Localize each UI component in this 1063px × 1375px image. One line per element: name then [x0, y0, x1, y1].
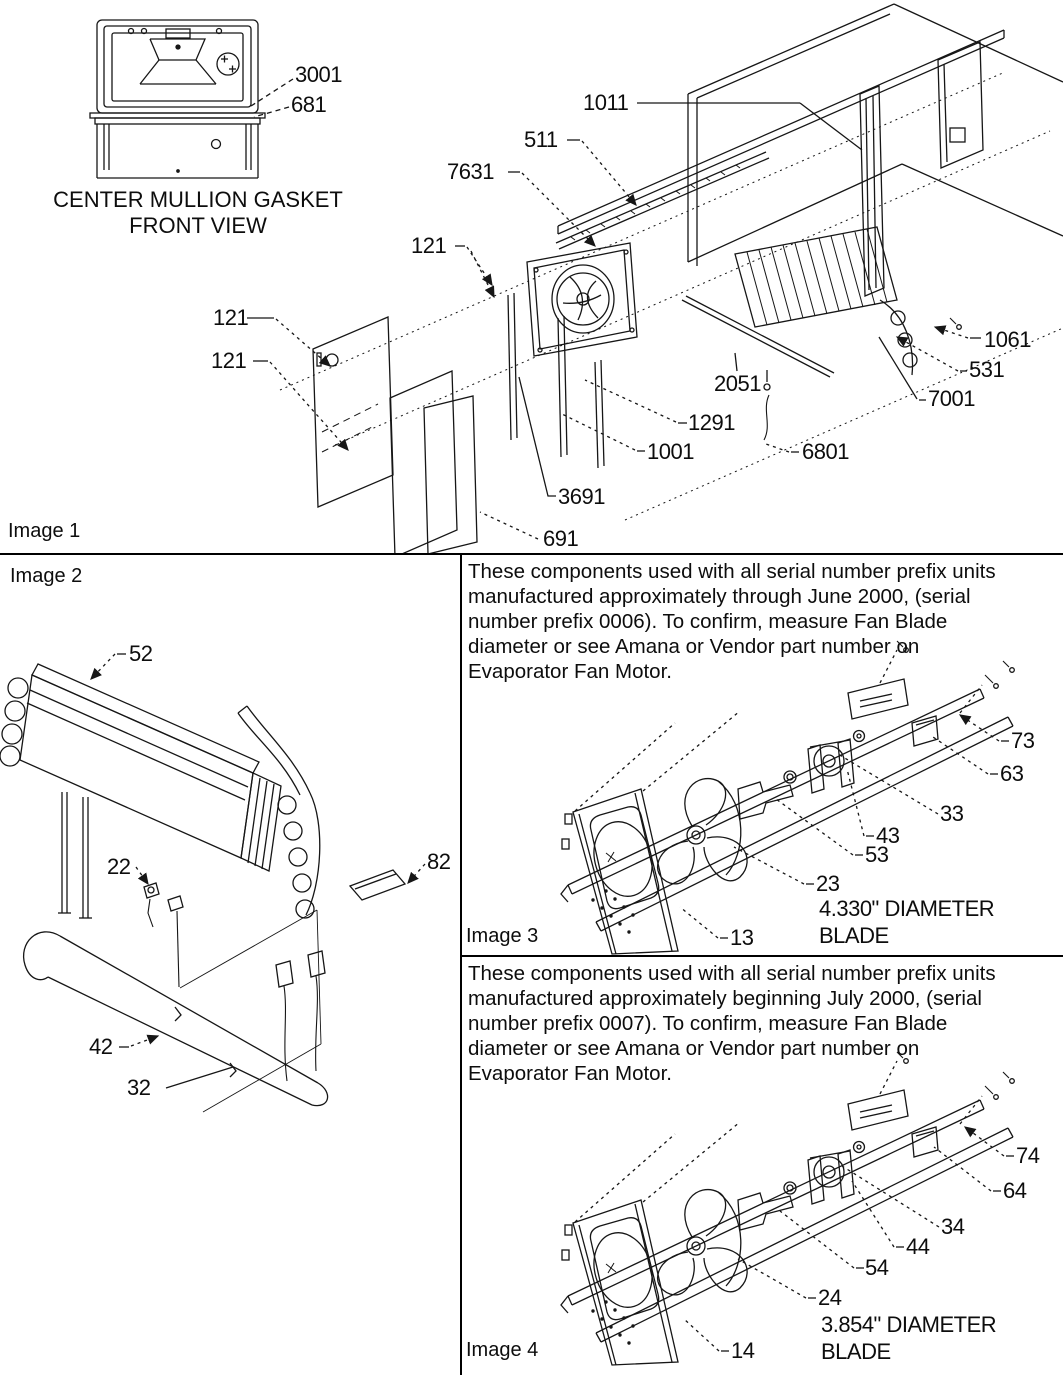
- callout-42: 42: [89, 1034, 113, 1059]
- gasket-caption-line1: CENTER MULLION GASKET: [53, 187, 343, 212]
- callout-121b: 121: [213, 305, 249, 330]
- blade-size-3-line1: 4.330" DIAMETER: [819, 896, 995, 921]
- callout-7631: 7631: [447, 159, 494, 184]
- callout-3691: 3691: [558, 484, 605, 509]
- callout-14: 14: [731, 1338, 755, 1363]
- image3-note: [468, 559, 996, 684]
- image4-note: [468, 961, 996, 1086]
- note-line: number prefix 0006). To confirm, measure Fan Blade: [468, 610, 948, 633]
- blade-size-4-line1: 3.854" DIAMETER: [821, 1312, 997, 1337]
- callout-74: 74: [1016, 1143, 1040, 1168]
- callout-13: 13: [730, 925, 754, 950]
- note-line: diameter or see Amana or Vendor part number on: [468, 1037, 920, 1060]
- callout-24: 24: [818, 1285, 842, 1310]
- note-line: Evaporator Fan Motor.: [468, 1062, 672, 1085]
- callout-1001: 1001: [647, 439, 694, 464]
- blade-size-3-line2: BLADE: [819, 923, 889, 948]
- callout-1291: 1291: [688, 410, 735, 435]
- note-line: manufactured approximately through June 2000, (serial: [468, 585, 971, 608]
- callout-54: 54: [865, 1255, 889, 1280]
- callout-2051: 2051: [714, 371, 761, 396]
- note-line: These components used with all serial number prefix units: [468, 962, 996, 985]
- callout-23: 23: [816, 871, 840, 896]
- callout-33: 33: [940, 801, 964, 826]
- image4-label: Image 4: [466, 1339, 539, 1361]
- callout-681: 681: [291, 92, 327, 117]
- callout-34: 34: [941, 1214, 965, 1239]
- callout-121a: 121: [411, 233, 447, 258]
- callout-53: 53: [865, 842, 889, 867]
- callout-43: 43: [876, 823, 900, 848]
- callout-1011: 1011: [583, 90, 629, 115]
- callout-44: 44: [906, 1234, 930, 1259]
- callout-691: 691: [543, 526, 579, 551]
- callout-1061: 1061: [984, 327, 1031, 352]
- callout-63: 63: [1000, 761, 1024, 786]
- callout-3001: 3001: [295, 62, 342, 87]
- callout-52: 52: [129, 641, 153, 666]
- image1-diagram: [0, 0, 1063, 553]
- callout-22: 22: [107, 854, 131, 879]
- callout-121c: 121: [211, 348, 247, 373]
- image1-label: Image 1: [8, 520, 81, 542]
- callout-73: 73: [1011, 728, 1035, 753]
- image3-label: Image 3: [466, 925, 539, 947]
- image2-diagram: [0, 553, 460, 1375]
- note-line: These components used with all serial number prefix units: [468, 560, 996, 583]
- callout-6801: 6801: [802, 439, 849, 464]
- callout-7001: 7001: [928, 386, 975, 411]
- callout-82: 82: [427, 849, 451, 874]
- note-line: diameter or see Amana or Vendor part number on: [468, 635, 920, 658]
- note-line: Evaporator Fan Motor.: [468, 660, 672, 683]
- callout-511: 511: [524, 127, 558, 152]
- callout-32: 32: [127, 1075, 151, 1100]
- gasket-caption-line2: FRONT VIEW: [129, 213, 267, 238]
- note-line: manufactured approximately beginning July 2000, (serial: [468, 987, 982, 1010]
- image2-label: Image 2: [10, 565, 83, 587]
- gasket-caption: [52, 187, 344, 239]
- callout-531: 531: [969, 357, 1005, 382]
- blade-size-4-line2: BLADE: [821, 1339, 891, 1364]
- callout-64: 64: [1003, 1178, 1027, 1203]
- note-line: number prefix 0007). To confirm, measure Fan Blade: [468, 1012, 948, 1035]
